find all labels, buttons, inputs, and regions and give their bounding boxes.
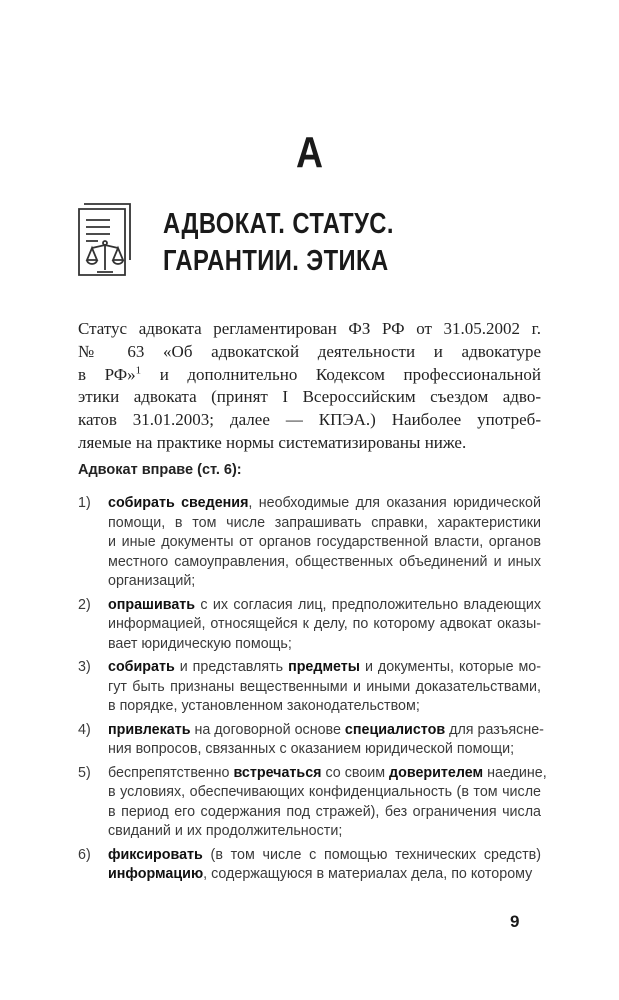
- intro-line: [78, 364, 541, 387]
- item-line: [108, 658, 541, 678]
- item-line: [108, 803, 541, 823]
- item-number: 6): [78, 846, 91, 863]
- item-number: 5): [78, 764, 91, 781]
- item-text: и представлять: [174, 659, 289, 675]
- intro-paragraph: [78, 318, 541, 455]
- item-text: вает юридическую помощь;: [108, 635, 292, 652]
- footnote-marker[interactable]: 1: [135, 363, 142, 376]
- item-line: [108, 740, 541, 760]
- item-line: [108, 596, 541, 616]
- item-line: [108, 697, 541, 717]
- item-line: [108, 822, 541, 842]
- page-number: 9: [510, 912, 520, 931]
- section-heading: [163, 206, 394, 280]
- item-text: ния вопросов, связанных с оказанием юридической помощи;: [108, 741, 515, 757]
- item-line: [108, 764, 547, 784]
- item-number: 4): [78, 721, 91, 738]
- item-text: (в том числе с помощью технических средств): [202, 846, 541, 863]
- intro-line: Статус адвоката регламентирован ФЗ РФ от 31.05.2002 г.: [78, 319, 541, 338]
- item-text: помощи, в том числе запрашивать справки, характеристики: [108, 514, 541, 531]
- list-item: [78, 846, 541, 885]
- chapter-letter: А: [295, 128, 324, 177]
- bold-term: встречаться: [233, 764, 322, 781]
- list-item: [78, 721, 544, 760]
- item-text: в период его содержания под стражей), без ограничения числа: [108, 803, 541, 820]
- subheading: Адвокат вправе (ст. 6):: [78, 462, 242, 478]
- item-text: в порядке, установленном законодательством;: [108, 698, 420, 714]
- item-line: [108, 514, 541, 534]
- legal-document-scales-icon: [78, 200, 158, 280]
- item-number: 3): [78, 659, 91, 675]
- bold-term: привлекать: [108, 721, 191, 738]
- item-text: беспрепятственно: [108, 764, 234, 781]
- item-line: [108, 678, 541, 698]
- item-text: и иные документы от органов государственной власти, органов: [108, 534, 541, 550]
- item-text: наедине,: [483, 764, 547, 781]
- list-item: [78, 658, 541, 717]
- bold-term: собирать: [108, 659, 175, 675]
- item-text: на договорной основе: [190, 721, 345, 738]
- item-line: [108, 572, 541, 592]
- intro-text: в РФ»: [78, 364, 136, 384]
- bold-term: предметы: [288, 659, 361, 675]
- intro-line: ляемые на практике нормы систематизированы ниже.: [78, 432, 467, 452]
- list-item: [78, 596, 541, 655]
- bold-term: доверителем: [389, 764, 484, 781]
- intro-line: № 63 «Об адвокатской деятельности и адвокатуре: [78, 341, 541, 361]
- intro-text: и дополнительно Кодексом профессиональной: [141, 364, 541, 384]
- item-line: [108, 865, 541, 885]
- item-text: с их согласия лиц, предположительно владеющих: [195, 596, 541, 613]
- item-line: [108, 615, 541, 635]
- bold-term: собирать сведения: [108, 495, 249, 511]
- item-number: 1): [78, 495, 91, 511]
- item-text: , необходимые для оказания юридической: [248, 495, 541, 511]
- item-text: , содержащуюся в материалах дела, по которому: [203, 866, 533, 882]
- heading-line: ГАРАНТИИ. ЭТИКА: [163, 245, 389, 277]
- item-text: для разъясне-: [445, 721, 544, 738]
- item-line: [108, 783, 541, 803]
- item-line: [108, 846, 541, 866]
- bold-term: опрашивать: [108, 596, 196, 613]
- item-number: 2): [78, 596, 91, 613]
- item-text: информацией, относящейся к делу, по которому адвокат оказы-: [108, 616, 541, 632]
- item-text: организаций;: [108, 573, 196, 589]
- intro-line: этики адвоката (принят I Всероссийским съездом адво-: [78, 387, 541, 407]
- item-text: свиданий и их продолжительности;: [108, 823, 343, 839]
- heading-line: АДВОКАТ. СТАТУС.: [163, 208, 394, 240]
- item-line: [108, 553, 541, 573]
- item-line: [108, 494, 541, 514]
- item-line: [108, 635, 541, 655]
- item-text: со своим: [321, 764, 390, 781]
- bold-term: информацию: [108, 866, 204, 882]
- item-text: местного самоуправления, общественных объединений и иных: [108, 553, 541, 570]
- bold-term: фиксировать: [108, 846, 203, 863]
- item-text: и документы, которые мо-: [360, 659, 541, 675]
- rights-list: [78, 494, 547, 889]
- list-item: [78, 494, 541, 592]
- list-item: [78, 764, 547, 842]
- item-line: [108, 533, 541, 553]
- item-text: в условиях, обеспечивающих конфиденциальность (в том числе: [108, 784, 541, 800]
- item-line: [108, 721, 544, 741]
- item-text: гут быть признаны вещественными и иными доказательствами,: [108, 678, 541, 695]
- bold-term: специалистов: [344, 721, 446, 738]
- intro-line: катов 31.01.2003; далее — КПЭА.) Наиболее употреб-: [78, 410, 541, 430]
